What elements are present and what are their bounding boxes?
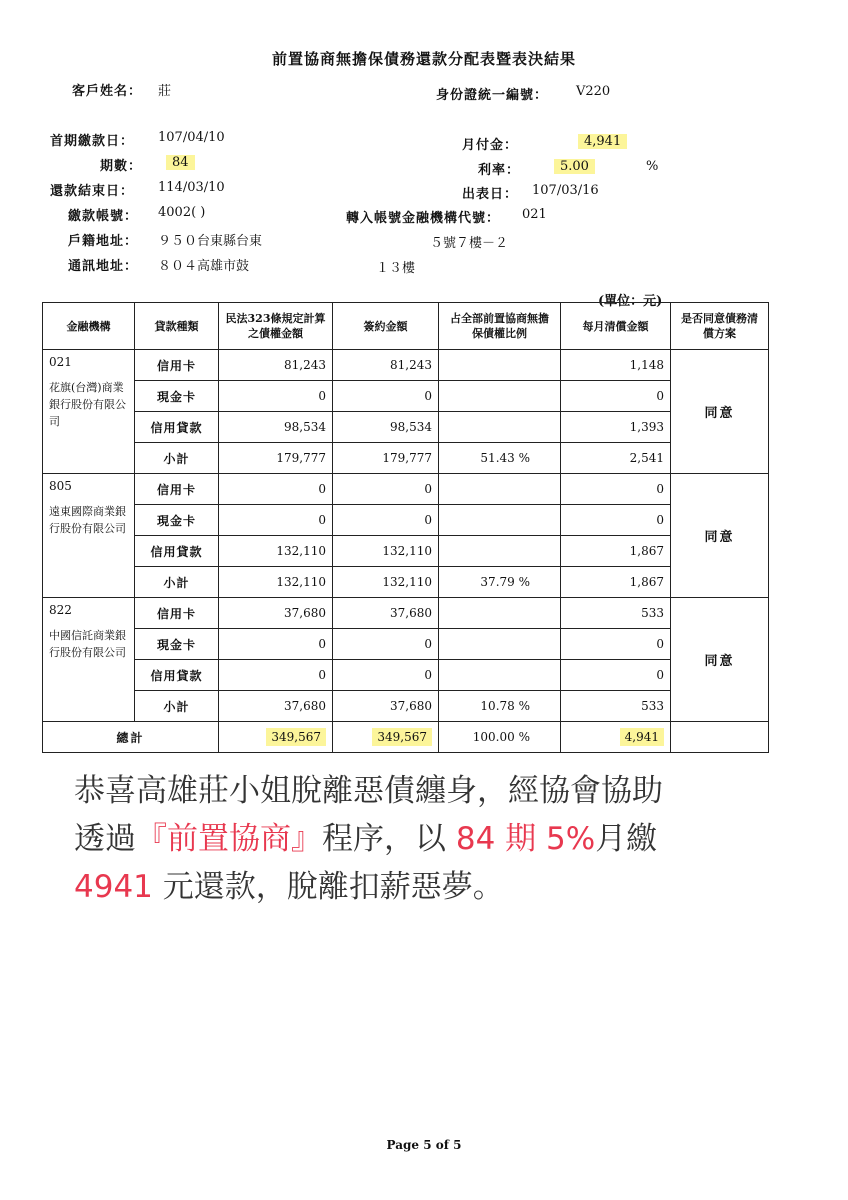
- monthly-amount-cell: 0: [561, 660, 671, 691]
- end-date-value: 114/03/10: [158, 180, 225, 195]
- ratio-cell: [439, 505, 561, 536]
- claim-amount-cell: 179,777: [219, 443, 333, 474]
- agreement-cell: 同意: [671, 350, 769, 474]
- address-line2: ５號７樓－２: [430, 236, 509, 251]
- monthly-amount-cell: 1,867: [561, 536, 671, 567]
- monthly-amount-cell: 2,541: [561, 443, 671, 474]
- total-monthly-cell: [561, 722, 671, 753]
- claim-amount-cell: 0: [219, 505, 333, 536]
- monthly-amount-cell: 1,148: [561, 350, 671, 381]
- account-value: 4002( ): [158, 205, 206, 220]
- table-row: [43, 350, 769, 381]
- header-loan-type: 貸款種類: [135, 303, 219, 350]
- contract-amount-cell: 132,110: [333, 536, 439, 567]
- loan-type-cell: 小計: [135, 567, 219, 598]
- claim-amount-cell: 0: [219, 629, 333, 660]
- installments-value: 84: [166, 155, 195, 170]
- monthly-payment-label: 月付金：: [462, 138, 519, 153]
- loan-type-cell: 信用貸款: [135, 412, 219, 443]
- ratio-cell: [439, 629, 561, 660]
- institution-cell: [43, 598, 135, 722]
- total-ratio: 100.00 %: [472, 730, 530, 744]
- ratio-cell: 37.79 %: [439, 567, 561, 598]
- bank-code-label: 轉入帳號金融機構代號：: [346, 211, 501, 226]
- table-row: [43, 474, 769, 505]
- header-ratio: 占全部前置協商無擔保債權比例: [439, 303, 561, 350]
- monthly-amount-cell: 1,867: [561, 567, 671, 598]
- claim-amount-cell: 0: [219, 381, 333, 412]
- loan-type-cell: 信用貸款: [135, 660, 219, 691]
- note-text: 月繳: [595, 821, 658, 857]
- mailing-address-line2: １３樓: [376, 261, 416, 276]
- contract-amount-cell: 0: [333, 381, 439, 412]
- page-number: Page 5 of 5: [386, 1138, 462, 1152]
- institution-code: 021: [49, 355, 72, 369]
- institution-code: 822: [49, 603, 72, 617]
- monthly-amount-cell: 1,393: [561, 412, 671, 443]
- interest-rate-value: 5.00: [554, 159, 595, 174]
- ratio-cell: [439, 598, 561, 629]
- contract-amount-cell: 0: [333, 505, 439, 536]
- ratio-cell: [439, 350, 561, 381]
- loan-type-cell: 小計: [135, 691, 219, 722]
- ratio-cell: [439, 536, 561, 567]
- ratio-cell: [439, 381, 561, 412]
- loan-type-cell: 信用貸款: [135, 536, 219, 567]
- bank-code-value: 021: [522, 207, 547, 222]
- registered-address-value: ９５０台東縣台東: [158, 234, 263, 249]
- registered-address-label: 戶籍地址：: [68, 234, 139, 249]
- table-row: [43, 536, 769, 567]
- note-text: 透過: [74, 821, 136, 857]
- ratio-cell: [439, 660, 561, 691]
- first-payment-value: 107/04/10: [158, 130, 225, 145]
- ratio-cell: 10.78 %: [439, 691, 561, 722]
- ratio-cell: [439, 474, 561, 505]
- mailing-address-label: 通訊地址：: [68, 259, 139, 274]
- claim-amount-cell: 37,680: [219, 598, 333, 629]
- total-claim-cell: [219, 722, 333, 753]
- interest-rate-unit: %: [646, 159, 659, 174]
- contract-amount-cell: 132,110: [333, 567, 439, 598]
- debt-allocation-table: [42, 302, 769, 753]
- note-text: 元還款，脫離扣薪惡夢。: [152, 869, 504, 905]
- contract-amount-cell: 81,243: [333, 350, 439, 381]
- monthly-amount-cell: 0: [561, 505, 671, 536]
- agreement-cell: 同意: [671, 598, 769, 722]
- congratulations-note: [74, 767, 814, 911]
- header-agreement: 是否同意債務清償方案: [671, 303, 769, 350]
- account-label: 繳款帳號：: [68, 209, 139, 224]
- claim-amount-cell: 132,110: [219, 536, 333, 567]
- id-label: 身份證統一編號：: [436, 88, 549, 103]
- issue-date-label: 出表日：: [462, 187, 519, 202]
- institution-name: 中國信託商業銀行股份有限公司: [49, 629, 126, 659]
- first-payment-label: 首期繳款日：: [50, 134, 135, 149]
- total-contract-cell: [333, 722, 439, 753]
- header-monthly: 每月清償金額: [561, 303, 671, 350]
- loan-type-cell: 小計: [135, 443, 219, 474]
- total-row: [43, 722, 769, 753]
- header-claim-amount: 民法323條規定計算之債權金額: [219, 303, 333, 350]
- client-name-value: 莊: [158, 84, 172, 99]
- client-name-label: 客戶姓名：: [72, 84, 143, 99]
- loan-type-cell: 現金卡: [135, 505, 219, 536]
- claim-amount-cell: 81,243: [219, 350, 333, 381]
- table-row: [43, 629, 769, 660]
- contract-amount-cell: 0: [333, 474, 439, 505]
- mailing-address-value: ８０４高雄市鼓: [158, 259, 250, 274]
- monthly-amount-cell: 533: [561, 691, 671, 722]
- claim-amount-cell: 0: [219, 660, 333, 691]
- contract-amount-cell: 37,680: [333, 598, 439, 629]
- issue-date-value: 107/03/16: [532, 183, 599, 198]
- table-row: [43, 691, 769, 722]
- table-row: [43, 412, 769, 443]
- agreement-cell: 同意: [671, 474, 769, 598]
- total-agreement-cell: [671, 722, 769, 753]
- claim-amount-cell: 37,680: [219, 691, 333, 722]
- header-contract-amount: 簽約金額: [333, 303, 439, 350]
- monthly-amount-cell: 0: [561, 474, 671, 505]
- contract-amount-cell: 179,777: [333, 443, 439, 474]
- table-row: [43, 567, 769, 598]
- table-body: [43, 350, 769, 753]
- claim-amount-cell: 0: [219, 474, 333, 505]
- contract-amount-cell: 98,534: [333, 412, 439, 443]
- ratio-cell: 51.43 %: [439, 443, 561, 474]
- table-row: [43, 443, 769, 474]
- institution-name: 遠東國際商業銀行股份有限公司: [49, 505, 126, 535]
- ratio-cell: [439, 412, 561, 443]
- note-highlight: 84 期 5%: [446, 821, 596, 857]
- total-ratio-cell: [439, 722, 561, 753]
- note-text: 程序，以: [322, 821, 446, 857]
- contract-amount-cell: 0: [333, 629, 439, 660]
- unit-label: (單位：元): [598, 294, 663, 309]
- loan-type-cell: 信用卡: [135, 350, 219, 381]
- note-highlight: 4941: [74, 869, 153, 905]
- claim-amount-cell: 132,110: [219, 567, 333, 598]
- interest-rate-label: 利率：: [478, 163, 521, 178]
- end-date-label: 還款結束日：: [50, 184, 135, 199]
- total-contract: 349,567: [372, 728, 432, 746]
- institution-cell: [43, 350, 135, 474]
- monthly-payment-value: 4,941: [578, 134, 627, 149]
- institution-name: 花旗(台灣)商業銀行股份有限公司: [49, 381, 126, 428]
- document-title: 前置協商無擔保債務還款分配表暨表決結果: [271, 50, 576, 68]
- note-line3: [74, 863, 814, 911]
- total-monthly: 4,941: [620, 728, 664, 746]
- note-highlight: 『前置協商』: [136, 821, 322, 857]
- note-line1: 恭喜高雄莊小姐脫離惡債纏身，經協會協助: [74, 773, 663, 809]
- table-row: [43, 505, 769, 536]
- monthly-amount-cell: 0: [561, 381, 671, 412]
- claim-amount-cell: 98,534: [219, 412, 333, 443]
- header-institution: 金融機構: [43, 303, 135, 350]
- table-row: [43, 660, 769, 691]
- institution-code: 805: [49, 479, 72, 493]
- loan-type-cell: 信用卡: [135, 598, 219, 629]
- contract-amount-cell: 0: [333, 660, 439, 691]
- monthly-amount-cell: 0: [561, 629, 671, 660]
- total-label: 總計: [43, 722, 219, 753]
- loan-type-cell: 現金卡: [135, 629, 219, 660]
- table-row: [43, 598, 769, 629]
- loan-type-cell: 現金卡: [135, 381, 219, 412]
- total-claim: 349,567: [266, 728, 326, 746]
- note-line2: [74, 815, 814, 863]
- monthly-amount-cell: 533: [561, 598, 671, 629]
- id-value: V220: [576, 84, 611, 99]
- table-header-row: [43, 303, 769, 350]
- installments-label: 期數：: [100, 159, 143, 174]
- table-row: [43, 381, 769, 412]
- contract-amount-cell: 37,680: [333, 691, 439, 722]
- institution-cell: [43, 474, 135, 598]
- loan-type-cell: 信用卡: [135, 474, 219, 505]
